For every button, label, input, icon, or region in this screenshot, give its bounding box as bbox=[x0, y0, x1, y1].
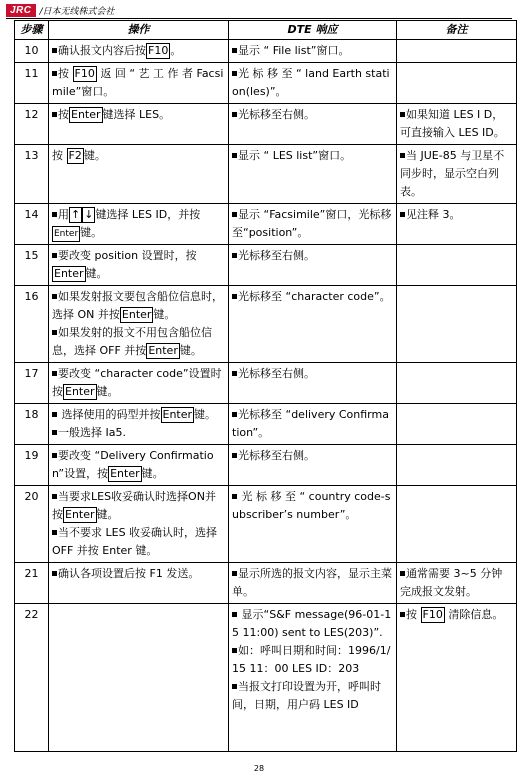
dte-response-cell bbox=[229, 604, 397, 752]
cell-paragraph bbox=[232, 42, 393, 60]
table-row bbox=[15, 404, 517, 445]
bullet-icon bbox=[400, 112, 405, 117]
bullet-icon bbox=[232, 212, 237, 217]
step-number: 17 bbox=[15, 363, 49, 404]
cell-text: 确认各项设置后按 F1 发送。 bbox=[58, 567, 200, 580]
cell-text: 键。 bbox=[141, 467, 164, 480]
dte-response-cell bbox=[229, 445, 397, 486]
step-number: 20 bbox=[15, 486, 49, 563]
key-label: Enter bbox=[52, 226, 80, 242]
step-number: 12 bbox=[15, 104, 49, 145]
bullet-icon bbox=[52, 253, 57, 258]
cell-paragraph bbox=[52, 565, 225, 583]
remarks-cell bbox=[397, 40, 517, 63]
cell-text: 当要求LES收妥确认时选择ON并按 bbox=[52, 490, 216, 521]
step-number: 18 bbox=[15, 404, 49, 445]
bullet-icon bbox=[232, 253, 237, 258]
company-name: /日本无线株式会社 bbox=[39, 6, 115, 17]
table-row bbox=[15, 145, 517, 204]
bullet-icon bbox=[52, 530, 57, 535]
operation-cell bbox=[49, 363, 229, 404]
cell-text: 要改变 “character code”设置时按 bbox=[52, 367, 222, 398]
step-number: 14 bbox=[15, 204, 49, 245]
header-step: 步骤 bbox=[15, 21, 49, 40]
header-divider bbox=[6, 18, 512, 19]
dte-response-cell bbox=[229, 204, 397, 245]
operation-cell bbox=[49, 563, 229, 604]
bullet-icon bbox=[400, 153, 405, 158]
cell-text: 当 JUE-85 与卫星不同步时，显示空白列表。 bbox=[400, 149, 505, 198]
cell-text: 键选择 LES。 bbox=[102, 108, 171, 121]
step-number: 15 bbox=[15, 245, 49, 286]
cell-paragraph bbox=[52, 524, 225, 560]
cell-text: 返 回 “ 艺 工 作 者 Facsimile”窗口。 bbox=[52, 67, 224, 98]
cell-paragraph bbox=[232, 565, 393, 601]
cell-text: 按 bbox=[52, 149, 67, 162]
cell-text: 键。 bbox=[179, 344, 202, 357]
step-number: 16 bbox=[15, 286, 49, 363]
cell-paragraph bbox=[52, 42, 225, 60]
bullet-icon bbox=[52, 430, 57, 435]
table-row bbox=[15, 40, 517, 63]
remarks-cell bbox=[397, 486, 517, 563]
bullet-icon bbox=[52, 112, 57, 117]
cell-text: 显示 “ LES list”窗口。 bbox=[238, 149, 352, 162]
key-label: Enter bbox=[110, 467, 140, 480]
page-number: 28 bbox=[253, 764, 265, 773]
dte-response-cell bbox=[229, 40, 397, 63]
procedure-table bbox=[14, 20, 517, 752]
cell-text: 光标移至右侧。 bbox=[238, 108, 315, 121]
remarks-cell bbox=[397, 204, 517, 245]
operation-cell bbox=[49, 404, 229, 445]
table-row bbox=[15, 604, 517, 752]
cell-paragraph bbox=[232, 365, 393, 383]
cell-paragraph bbox=[400, 206, 513, 224]
key-label: F10 bbox=[422, 608, 443, 621]
remarks-cell bbox=[397, 286, 517, 363]
bullet-icon bbox=[52, 371, 57, 376]
cell-paragraph bbox=[52, 424, 225, 442]
remarks-cell bbox=[397, 445, 517, 486]
cell-text: 。 bbox=[170, 44, 182, 57]
key-label: F10 bbox=[148, 44, 169, 57]
operation-cell bbox=[49, 286, 229, 363]
step-number: 11 bbox=[15, 63, 49, 104]
cell-text: 如果发射的报文不用包含船位信息，选择 OFF 并按 bbox=[52, 326, 212, 357]
operation-cell bbox=[49, 486, 229, 563]
cell-text: 光 标 移 至 “ land Earth station(les)”。 bbox=[232, 67, 390, 98]
cell-paragraph bbox=[232, 488, 393, 524]
cell-text: 键。 bbox=[85, 267, 108, 280]
jrc-logo: JRC bbox=[6, 4, 36, 17]
cell-text: 键。 bbox=[96, 508, 119, 521]
cell-text: 当报文打印设置为开，呼叫时间，日期，用户码 LES ID bbox=[232, 680, 381, 711]
bullet-icon bbox=[232, 71, 237, 76]
remarks-cell bbox=[397, 104, 517, 145]
remarks-cell bbox=[397, 63, 517, 104]
cell-paragraph bbox=[52, 447, 225, 483]
remarks-cell bbox=[397, 145, 517, 204]
cell-text: 一般选择 Ia5. bbox=[58, 426, 126, 439]
key-label: ↑ bbox=[71, 208, 81, 221]
cell-paragraph bbox=[400, 565, 513, 601]
bullet-icon bbox=[232, 453, 237, 458]
remarks-cell bbox=[397, 363, 517, 404]
cell-text: 通常需要 3~5 分钟完成报文发射。 bbox=[400, 567, 503, 598]
cell-text: 键。 bbox=[83, 149, 106, 162]
cell-text: 显示 “ File list”窗口。 bbox=[238, 44, 350, 57]
dte-response-cell bbox=[229, 563, 397, 604]
bullet-icon bbox=[232, 294, 237, 299]
bullet-icon bbox=[52, 71, 57, 76]
cell-text: 键。 bbox=[153, 308, 176, 321]
bullet-icon bbox=[232, 153, 237, 158]
key-label: ↓ bbox=[84, 208, 94, 221]
bullet-icon bbox=[232, 494, 237, 499]
operation-cell bbox=[49, 145, 229, 204]
key-label: Enter bbox=[54, 267, 84, 280]
header-operation: 操作 bbox=[49, 21, 229, 40]
cell-paragraph bbox=[52, 365, 225, 401]
remarks-cell bbox=[397, 563, 517, 604]
table-row bbox=[15, 104, 517, 145]
cell-text: 如：呼叫日期和时间：1996/1/15 11：00 LES ID：203 bbox=[232, 644, 391, 675]
operation-cell bbox=[49, 63, 229, 104]
cell-paragraph bbox=[232, 147, 393, 165]
bullet-icon bbox=[52, 412, 57, 417]
cell-paragraph bbox=[400, 106, 513, 142]
cell-text: 按 bbox=[58, 67, 73, 80]
dte-response-cell bbox=[229, 286, 397, 363]
operation-cell bbox=[49, 40, 229, 63]
bullet-icon bbox=[232, 112, 237, 117]
cell-paragraph bbox=[52, 147, 225, 165]
cell-text: 光 标 移 至 “ country code-subscriber’s number”。 bbox=[232, 490, 391, 521]
key-label: Enter bbox=[121, 308, 152, 321]
key-label: Enter bbox=[65, 508, 95, 521]
cell-paragraph bbox=[232, 406, 393, 442]
cell-text: 如果知道 LES I D，可直接输入 LES ID。 bbox=[400, 108, 505, 139]
key-label: F2 bbox=[68, 149, 82, 162]
step-number: 19 bbox=[15, 445, 49, 486]
cell-text: 光标移至右侧。 bbox=[238, 249, 315, 262]
operation-cell bbox=[49, 245, 229, 286]
cell-paragraph bbox=[232, 447, 393, 465]
bullet-icon bbox=[52, 494, 57, 499]
cell-text: 显示 “Facsimile”窗口，光标移至“position”。 bbox=[232, 208, 392, 239]
table-row bbox=[15, 486, 517, 563]
cell-text: 按 bbox=[58, 108, 69, 121]
table-row bbox=[15, 563, 517, 604]
cell-paragraph bbox=[52, 247, 225, 283]
bullet-icon bbox=[400, 571, 405, 576]
table-row bbox=[15, 204, 517, 245]
cell-paragraph bbox=[52, 106, 225, 124]
table-row bbox=[15, 63, 517, 104]
bullet-icon bbox=[232, 371, 237, 376]
table-row bbox=[15, 363, 517, 404]
cell-text: 用 bbox=[58, 208, 69, 221]
bullet-icon bbox=[232, 684, 237, 689]
cell-text: 光标移至右侧。 bbox=[238, 449, 315, 462]
cell-text: 确认报文内容后按 bbox=[58, 44, 146, 57]
cell-text: 按 bbox=[406, 608, 421, 621]
bullet-icon bbox=[400, 212, 405, 217]
table-body bbox=[15, 40, 517, 752]
step-number: 13 bbox=[15, 145, 49, 204]
key-label: Enter bbox=[71, 108, 101, 121]
header-dte-response: DTE 响应 bbox=[229, 21, 397, 40]
key-label: Enter bbox=[148, 344, 178, 357]
cell-text: 选择使用的码型并按 bbox=[58, 408, 161, 421]
step-number: 10 bbox=[15, 40, 49, 63]
cell-text: 光标移至 “character code”。 bbox=[238, 290, 391, 303]
bullet-icon bbox=[232, 48, 237, 53]
table-row bbox=[15, 445, 517, 486]
bullet-icon bbox=[52, 212, 57, 217]
dte-response-cell bbox=[229, 363, 397, 404]
cell-paragraph bbox=[232, 106, 393, 124]
remarks-cell bbox=[397, 604, 517, 752]
cell-paragraph bbox=[232, 606, 393, 642]
cell-text: 光标移至 “delivery Confirmation”。 bbox=[232, 408, 389, 439]
dte-response-cell bbox=[229, 404, 397, 445]
operation-cell bbox=[49, 445, 229, 486]
cell-text: 键。 bbox=[194, 408, 217, 421]
dte-response-cell bbox=[229, 486, 397, 563]
cell-paragraph bbox=[52, 488, 225, 524]
bullet-icon bbox=[232, 571, 237, 576]
header-remarks: 备注 bbox=[397, 21, 517, 40]
table-row bbox=[15, 245, 517, 286]
bullet-icon bbox=[52, 330, 57, 335]
cell-paragraph bbox=[52, 288, 225, 324]
cell-text: 键。 bbox=[96, 385, 119, 398]
cell-paragraph bbox=[232, 65, 393, 101]
cell-paragraph bbox=[400, 147, 513, 201]
bullet-icon bbox=[232, 412, 237, 417]
cell-paragraph bbox=[52, 406, 225, 424]
dte-response-cell bbox=[229, 245, 397, 286]
cell-text: 键。 bbox=[80, 226, 103, 239]
cell-paragraph bbox=[232, 206, 393, 242]
cell-text: 清除信息。 bbox=[444, 608, 504, 621]
cell-paragraph bbox=[52, 206, 225, 242]
bullet-icon bbox=[52, 571, 57, 576]
cell-text: 如果发射报文要包含船位信息时，选择 ON 并按 bbox=[52, 290, 223, 321]
operation-cell bbox=[49, 604, 229, 752]
bullet-icon bbox=[52, 453, 57, 458]
cell-paragraph bbox=[232, 247, 393, 265]
remarks-cell bbox=[397, 245, 517, 286]
key-label: F10 bbox=[74, 67, 95, 80]
operation-cell bbox=[49, 204, 229, 245]
bullet-icon bbox=[232, 612, 237, 617]
cell-text: 要改变 position 设置时，按 bbox=[58, 249, 197, 262]
cell-paragraph bbox=[52, 65, 225, 101]
cell-text: 显示“S&F message(96-01-15 11:00) sent to LES(203)”. bbox=[232, 608, 392, 639]
page-header bbox=[6, 3, 115, 17]
cell-paragraph bbox=[232, 642, 393, 678]
bullet-icon bbox=[52, 48, 57, 53]
cell-paragraph bbox=[52, 324, 225, 360]
cell-paragraph bbox=[400, 606, 513, 624]
key-label: Enter bbox=[65, 385, 95, 398]
cell-text: 光标移至右侧。 bbox=[238, 367, 315, 380]
cell-text: 显示所选的报文内容，显示主菜单。 bbox=[232, 567, 392, 598]
table-row bbox=[15, 286, 517, 363]
bullet-icon bbox=[232, 648, 237, 653]
cell-text: 当不要求 LES 收妥确认时，选择 OFF 并按 Enter 键。 bbox=[52, 526, 218, 557]
cell-text: 见注释 3。 bbox=[406, 208, 461, 221]
key-label: Enter bbox=[162, 408, 193, 421]
cell-paragraph bbox=[232, 678, 393, 714]
dte-response-cell bbox=[229, 104, 397, 145]
cell-paragraph bbox=[232, 288, 393, 306]
remarks-cell bbox=[397, 404, 517, 445]
dte-response-cell bbox=[229, 145, 397, 204]
cell-text: 要改变 “Delivery Confirmation”设置，按 bbox=[52, 449, 214, 480]
table-header-row bbox=[15, 21, 517, 40]
cell-text: 键选择 LES ID，并按 bbox=[95, 208, 201, 221]
dte-response-cell bbox=[229, 63, 397, 104]
operation-cell bbox=[49, 104, 229, 145]
bullet-icon bbox=[400, 612, 405, 617]
step-number: 21 bbox=[15, 563, 49, 604]
step-number: 22 bbox=[15, 604, 49, 752]
bullet-icon bbox=[52, 294, 57, 299]
